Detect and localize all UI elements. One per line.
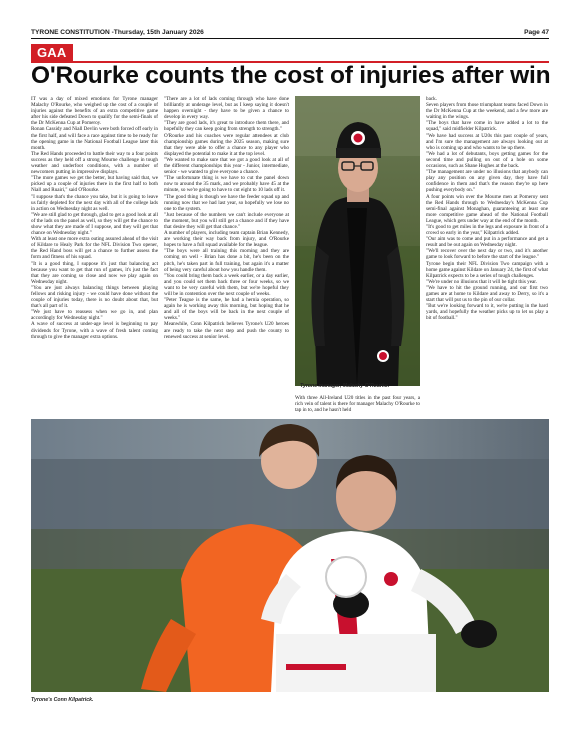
article-paragraph: "The boys were all training this morning and they are coming on well - Brian has done a bit, he's been on the pitch, he's taken part in full training, but again it's a matter of being very careful about how you handle them.: [164, 248, 289, 273]
article-paragraph: "We have to hit the ground running, and our first two games are at home to Kildare and away to Derry, so it's a start that will put us to the pin of our collar.: [426, 284, 548, 304]
match-photo-image: [31, 419, 549, 692]
article-paragraph: "We just have to reassess when we go in, and plan accordingly for Wednesday night.": [31, 309, 158, 322]
article-paragraph: A wave of success at under-age level is beginning to pay dividends for Tyrone, with a wave of fresh talent coming through to give the manager extra options.: [31, 321, 158, 340]
article-paragraph: Meanwhile, Conn Kilpatrick believes Tyrone's U20 heroes are ready to take the next step and push the county to renewed success at senior level.: [164, 321, 289, 340]
article-paragraph: "We'll recover over the next day or two, and it's another game to look forward to before the start of the league.": [426, 248, 548, 261]
article-paragraph: "Just because of the numbers we can't include everyone at the moment, but you will still get a chance and if they have that desire they will get that chance.": [164, 211, 289, 230]
article-paragraph: Ronan Cassidy and Niall Devlin were both forced off early in the first half, and will face a race against time to be ready for the opening game in the National Football League later this month.: [31, 126, 158, 151]
masthead: [31, 27, 549, 37]
article-paragraph: O'Rourke and his coaches were regular attendees at club championship games during the 2025 season, making sure that they were able to offer a chance to any player who displayed the potential to make it at the top level.: [164, 132, 289, 157]
article-paragraph: Seven players from those triumphant teams faced Down in the Dr McKenna Cup at the weekend, and a few more are waiting in the wings.: [426, 102, 548, 121]
manager-photo-caption: Tyrone manager, Malachy O'Rourke.: [300, 383, 390, 389]
article-paragraph: A four points win over the Mourne men at Pomeroy sent the Red Hands through to Wednesday's McKenna Cup semi-final against Monaghan, guaranteeing at least one more competitive game ahead of the National Football League, which gets under way at the end of the month.: [426, 193, 548, 224]
article-paragraph: "We wanted to make sure that we got a good look at all of the different championships this year - Junior, intermediate, senior - we wanted to give everyone a chance.: [164, 156, 289, 176]
article-paragraph: "Peter Teague is the same, he had a hernia operation, so again he is working away this morning, but hoping that he and all of the boys will be back in the next couple of weeks.": [164, 297, 289, 322]
article-paragraph: "The unfortunate thing is we have to cut the panel down now to around the 35 mark, and we probably have 45 at the minute, so we're going to have to cut eight to 10 lads off it.: [164, 175, 289, 194]
article-paragraph: "I suppose that's the chance you take, but it is going to leave us fairly depleted for the next day with all of the college lads in action on Wednesday night as well.: [31, 193, 158, 212]
article-paragraph: "The good thing is though we have the feeder squad up and running now that we had last year, so hopefully we lose no one to the system.: [164, 193, 289, 212]
match-photo: [31, 419, 549, 692]
article-paragraph: "We are still glad to get through, glad to get a good look at all of the lads on the panel as well, so they will get the chance to show what they are made of I suppose, and they will get that chance on Wednesday night.": [31, 211, 158, 237]
manager-photo: [295, 96, 420, 386]
article-paragraph: A number of players, including team captain Brian Kennedy, are working their way back from injury, and O'Rourke hopes to have a full squad available for the league.: [164, 230, 290, 249]
article-column-3: [426, 96, 548, 321]
article-paragraph: "We have had success at U20s this past couple of years, and I'm sure the management are always looking out at who is coming up and who wants to be up there.: [426, 132, 548, 151]
article-paragraph: "The management are under no illusions that anybody can play any position on any given day, they have full confidence in them and that's the reason they're up here pushing everybody on.": [426, 169, 548, 194]
article-column-2: [164, 96, 289, 340]
article-paragraph: "It's good to get miles in the legs and exposure in front of a crowd so early in the year," Kilpatrick added.: [426, 223, 548, 237]
page-number: Page 47: [524, 28, 549, 36]
article-paragraph: back.: [426, 96, 437, 102]
article-paragraph: "You could bring them back a week earlier, or a day earlier, and you could set them back three or four weeks, so we want to be very careful with them, but we're hopeful they will be in contention over the next couple of weeks.: [164, 272, 289, 297]
article-paragraph: "The boys that have come in have added a lot to the squad," said midfielder Kilpatrick.: [426, 120, 548, 133]
article-paragraph: With three All-Ireland U20 titles in the past four years, a rich vein of talent is there for manager Malachy O'Rourke to tap in to, and he hasn't held: [295, 395, 420, 414]
masthead-rule: [31, 38, 549, 39]
article-column-1: [31, 96, 158, 340]
article-paragraph: "The more games we get the better, but having said that, we picked up a couple of injuries there in the first half to both Niall and Ruairi," said O'Rourke.: [31, 175, 158, 194]
article-paragraph: "They are good lads, it's great to introduce them there, and hopefully they can keep going from strength to strength.": [164, 120, 289, 133]
article-column-photo-caption-text: [295, 395, 420, 413]
section-tag: GAA: [31, 44, 73, 61]
article-paragraph: Tyrone begin their NFL Division Two campaign with a home game against Kildare on January 24, the first of what Kilpatrick expects to be a series of tough challenges.: [426, 260, 548, 279]
article-paragraph: "It is a good thing, I suppose it's just that balancing act because you want to get that run of games, it's just the fact that they are coming so close and now we play again on Wednesday night.: [31, 260, 158, 285]
article-paragraph: "There are a lot of lads coming through who have done brilliantly at underage level, but as I keep saying it doesn't happen overnight - they have to be given a chance to develop in every way.: [164, 96, 289, 121]
masthead-title: TYRONE CONSTITUTION -Thursday, 15th January 2026: [31, 28, 204, 36]
article-paragraph: "We're under no illusions that it will be tight this year.: [426, 278, 537, 285]
article-paragraph: The Red Hands proceeded to battle their way to a four points success as they held off a strong Mourne challenge in tough weather and underfoot conditions, with a number of newcomers putting in impressive displays.: [31, 150, 158, 176]
article-paragraph: "You are just always balancing things between playing fellows and risking injury - we could have done without the couple of injuries today, there is no doubt about that, but that's all part of it.: [31, 284, 158, 310]
article-paragraph: "But we're looking forward to it, we're putting in the hard yards, and hopefully the weather picks up to let us play a bit of football.": [426, 303, 548, 322]
match-photo-caption: Tyrone's Conn Kilpatrick.: [31, 697, 94, 703]
article-paragraph: "We had a lot of debutants, boys getting games for the second time and pulling on out of a hole on some occasions, such as Shane Hughes at the back.: [426, 150, 548, 170]
headline: O'Rourke counts the cost of injuries after win: [31, 62, 551, 89]
article-paragraph: With at least one more extra outing assured ahead of the visit of Kildare to Healy Park for the NFL Division Two opener, the Red Hand boss will get a chance to further assess the form and fitness of his squad.: [31, 236, 158, 261]
manager-photo-image: [295, 96, 420, 386]
article-paragraph: IT was a day of mixed emotions for Tyrone manager Malachy O'Rourke, who weighed up the cost of a couple of injuries against the benefits of an extra competitive game after his side defeated Down to qualify for the semi-finals of the Dr McKenna Cup at Pomeroy.: [31, 96, 158, 127]
article-paragraph: "Our aim was to come and put in a performance and get a result and be out again on Wednesday night.: [426, 236, 548, 249]
